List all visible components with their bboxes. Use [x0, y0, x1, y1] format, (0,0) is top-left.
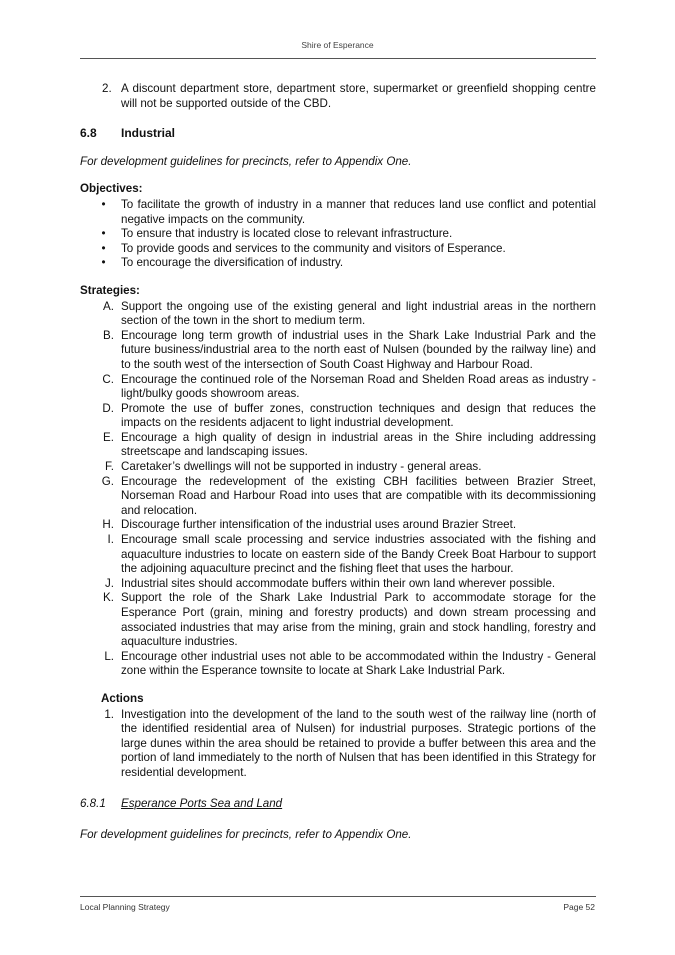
bullet-icon: •	[101, 197, 106, 211]
bullet-icon: •	[101, 256, 106, 270]
strategy-item: F. Caretaker’s dwellings will not be supported in industry - general areas.	[104, 460, 482, 474]
subsection-heading	[80, 797, 596, 812]
subsection-note: For development guidelines for precincts, refer to Appendix One.	[80, 828, 412, 842]
strategy-item: H. Discourage further intensification of the industrial uses around Brazier Street.	[102, 518, 517, 532]
objectives-list	[80, 198, 596, 271]
intro-item-text: A discount department store, department store, supermarket or greenfield shopping centre will not be supported outside of the CBD.	[121, 82, 596, 110]
bullet-icon: •	[101, 241, 106, 255]
objectives-heading: Objectives:	[80, 182, 143, 196]
objective-item: • To ensure that industry is located close to relevant infrastructure.	[80, 227, 596, 242]
bullet-icon: •	[101, 227, 106, 241]
actions-list	[80, 708, 596, 781]
strategy-item: J. Industrial sites should accommodate buffers within their own land wherever possible.	[104, 576, 556, 590]
subsection-title: Esperance Ports Sea and Land	[121, 796, 283, 810]
strategies-list	[80, 300, 596, 679]
objective-item: • To provide goods and services to the community and visitors of Esperance.	[80, 242, 596, 257]
strategy-item: A. Support the ongoing use of the existing general and light industrial areas in the northern section of the town in the short to medium term.	[103, 299, 596, 328]
intro-item-number: 2.	[102, 82, 112, 95]
strategy-item: K. Support the role of the Shark Lake Industrial Park to accommodate storage for the Esperance Port (grain, mining and forestry products) and down stream processing and associated industries that may arise from the mining, grain and stock handling, forestry and aquaculture industries.	[103, 591, 596, 649]
section-title: Industrial	[121, 126, 176, 141]
strategy-item: L. Encourage other industrial uses not able to be accommodated within the Industry - General zone within the Esperance townsite to locate at Shark Lake Industrial Park.	[104, 649, 596, 678]
header-rule	[80, 58, 596, 59]
footer-document-title: Local Planning Strategy	[80, 902, 170, 912]
strategy-item: I. Encourage small scale processing and service industries associated with the fishing and aquaculture industries to locate on eastern side of the Bandy Creek Boat Harbour to support the adjoining aquaculture precinct and the fishing fleet that uses the harbour.	[107, 533, 596, 576]
section-heading	[80, 126, 596, 141]
header-title: Shire of Esperance	[301, 40, 374, 50]
strategy-item: D. Promote the use of buffer zones, construction techniques and design that reduces the impacts on the residents adjacent to light industrial development.	[102, 401, 596, 430]
strategy-item: G. Encourage the redevelopment of the existing CBH facilities between Brazier Street, Norseman Road and Harbour Road into uses that are compatible with its decommissioning and relocation.	[101, 474, 596, 517]
objective-item: • To facilitate the growth of industry in a manner that reduces land use conflict and potential negative impacts on the community.	[80, 198, 596, 227]
actions-heading: Actions	[101, 691, 144, 705]
section-number: 6.8	[80, 126, 97, 141]
section-note: For development guidelines for precincts, refer to Appendix One.	[80, 154, 412, 168]
strategy-item: B. Encourage long term growth of industrial uses in the Shark Lake Industrial Park and the future business/industrial area to the north east of Nulsen (bounded by the railway line) and to the south west of the intersection of South Coast Highway and Harbour Road.	[103, 328, 596, 371]
strategy-item: C. Encourage the continued role of the Norseman Road and Shelden Road areas as industry - light/bulky goods showroom areas.	[102, 372, 596, 401]
strategies-heading: Strategies:	[80, 283, 140, 297]
footer-page-number: Page 52	[563, 902, 595, 912]
intro-list-item	[102, 82, 596, 111]
page-content	[80, 82, 596, 843]
footer-rule	[80, 896, 596, 897]
strategy-item: E. Encourage a high quality of design in industrial areas in the Shire including addressing streetscape and landscaping issues.	[103, 430, 596, 459]
subsection-number: 6.8.1	[80, 796, 106, 810]
objective-item: • To encourage the diversification of industry.	[80, 256, 596, 271]
action-item: 1. Investigation into the development of the land to the south west of the railway line (north of the identified residential area of Nulsen) for industrial purposes. Strategic portions of the large dunes within the area should be retained to provide a buffer between this area and the portion of land immediately to the north of Nulsen that has been identified in this Strategy for residential development.	[104, 707, 596, 779]
